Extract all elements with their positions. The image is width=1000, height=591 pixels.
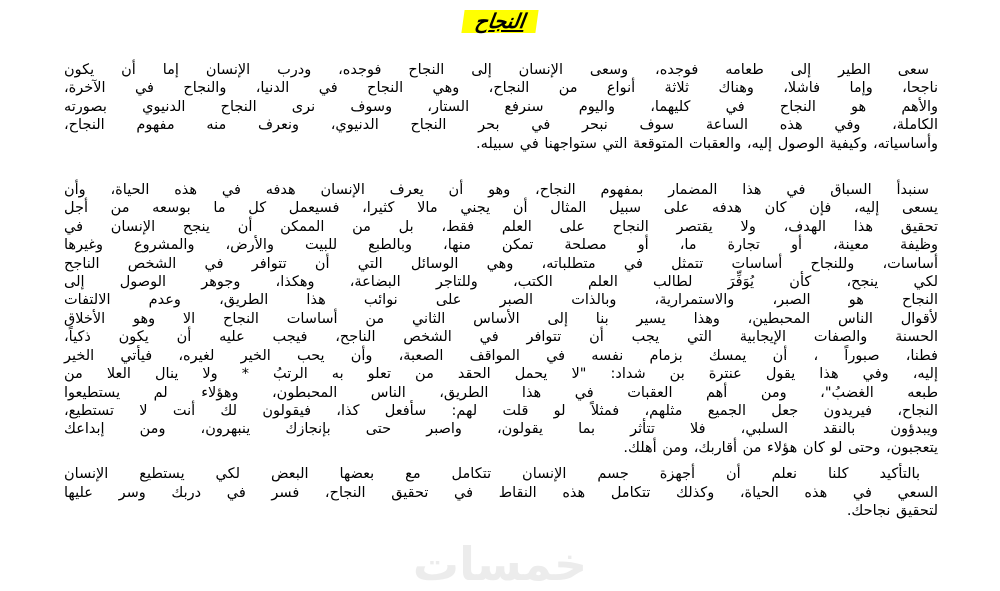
text-line: السعي في هذه الحياة، وكذلك تتكامل هذه النقاط في تحقيق النجاح، فسر في دربك وسر عليها xyxy=(64,484,938,501)
title-row xyxy=(0,10,1000,33)
paragraph-main xyxy=(64,181,938,457)
text-line: الحسنة والصفات الإيجابية التي يجب أن تتوافر في الشخص الناجح، فيجب عليه أن يكون ذكياً، xyxy=(64,329,938,346)
text-line: والأهم هو النجاح في كليهما، واليوم سنرفع الستار، وسوف نرى النجاح الدنيوي بصورته xyxy=(64,98,938,115)
text-line: فطنا، صبوراً ، أن يمسك بزمام نفسه في المواقف الصعبة، وأن يحب الخير لغيره، فيأتي الخير xyxy=(64,347,938,364)
paragraph-intro xyxy=(64,61,938,153)
text-line: لتحقيق نجاحك. xyxy=(846,502,938,519)
text-line: وظيفة معينة، أو تجارة ما، أو مصلحة تمكن منها، وبالطبع للبيت والأرض، والمشروع وغيرها xyxy=(64,237,938,254)
text-line: يسعى إليه، فإن كان هدفه على سبيل المثال أن يجني مالا كثيرا، فسيعمل كل ما بوسعه من أجل xyxy=(64,200,938,217)
text-line: لأقوال الناس المحبطين، وهذا يسير بنا إلى الأساس الثاني من أساسات النجاح الا وهو الأخلاق xyxy=(64,310,938,327)
text-line: ويبدؤون بالنقد السلبي، فلا تتأثر بما يقولون، واصبر حتى بإنجازك ينبهرون، ومن إبداعك xyxy=(64,421,938,438)
text-line: لكي ينجح، كأن يُوَفِّرَ لطالب العلم الكتب، وللتاجر البضاعة، وهكذا، وجوهر الوصول إلى xyxy=(64,274,938,291)
khamsat-watermark: خمسات xyxy=(412,537,588,591)
text-line: طبعه الغضبُ"، ومن أهم العقبات في هذا الطريق، الناس المحبطون، وهؤلاء لم يستطيعوا xyxy=(64,384,938,401)
text-line: يتعجبون، وحتى لو كان هؤلاء من أقاربك، ومن أهلك. xyxy=(623,439,938,456)
text-line: أساسات، وللنجاح أساسات تتمثل في متطلباته، وهي الوسائل التي أن تتوافر في الشخص الناجح xyxy=(64,255,938,272)
text-line: تحقيق هذا الهدف، ولا يقتصر النجاح على العلم فقط، بل من الممكن أن ينجح الإنسان في xyxy=(64,218,938,235)
text-line: ناجحا، وإما فاشلا، وهناك ثلاثة أنواع من النجاح، وهي النجاح في الدنيا، والنجاح في الآخرة، xyxy=(64,80,938,97)
text-line: الكاملة، وفي هذه الساعة سوف نبحر في بحر النجاح الدنيوي، ونعرف منه مفهوم النجاح، xyxy=(64,117,938,134)
text-line: بالتأكيد كلنا نعلم أن أجهزة جسم الإنسان تتكامل مع بعضها البعض لكي يستطيع الإنسان xyxy=(64,466,920,483)
text-line: وأساسياته، وكيفية الوصول إليه، والعقبات المتوقعة التي ستواجهنا في سبيله. xyxy=(476,135,938,152)
document-body xyxy=(64,34,938,520)
text-line: النجاح هو الصبر، والاستمرارية، وبالذات الصبر على نوائب هذا الطريق، وعدم الالتفات xyxy=(64,292,938,309)
text-line: سعى الطير إلى طعامه فوجده، وسعى الإنسان إلى النجاح فوجده، ودرب الإنسان إما أن يكون xyxy=(64,62,929,78)
text-line: سنبدأ السباق في هذا المضمار بمفهوم النجاح، وهو أن يعرف الإنسان هدفه في هذه الحياة، وأن xyxy=(64,182,929,199)
text-line: إليه، وفي هذا يقول عنترة بن شداد: "لا يحمل الحقد من تعلو به الرتبُ * ولا ينال العلا من xyxy=(64,366,938,383)
document-title: النجاح xyxy=(462,10,539,33)
paragraph-conclusion xyxy=(64,465,938,520)
text-line: النجاح، فيريدون جعل الجميع مثلهم، فمثلاً لو قلت لهم: سأفعل كذا، فيقولون لك أنت لا تستطيع، xyxy=(64,402,938,419)
